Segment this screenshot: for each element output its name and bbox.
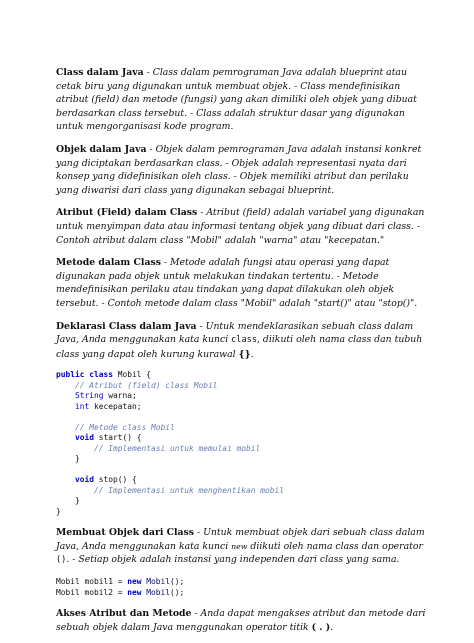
code-constructor: Mobil	[141, 577, 171, 587]
code-text: start() {	[94, 433, 142, 443]
code-text: warna;	[103, 391, 137, 401]
code-comment: // Implementasi untuk menghentikan mobil	[56, 485, 285, 495]
inline-operator: ()	[56, 555, 67, 566]
paragraph-deklarasi-class	[56, 320, 432, 362]
inline-code-class: class	[231, 335, 257, 346]
paragraph-akses-atribut	[56, 607, 432, 634]
body-akses-atribut-b: .	[330, 621, 334, 633]
paragraph-class-dalam-java	[56, 66, 432, 134]
code-type: int	[56, 401, 90, 411]
code-text: Mobil {	[113, 370, 152, 380]
body-membuat-objek-c: . - Setiap objek adalah instansi yang independen dari class yang sama.	[66, 554, 400, 566]
body-objek-dalam-java: - Objek dalam pemrograman Java adalah instansi konkret yang diciptakan berdasarkan class. - Objek adalah representasi nyata dari konsep yang didefinisikan oleh class. - Objek memiliki atribut dan perilaku yang diwarisi dari class yang digunakan sebagai blueprint.	[56, 143, 422, 196]
document-content	[56, 66, 432, 643]
heading-deklarasi-class: Deklarasi Class dalam Java	[56, 320, 197, 332]
heading-akses-atribut: Akses Atribut dan Metode	[56, 608, 192, 620]
inline-dot-operator: ( . )	[311, 621, 331, 633]
body-atribut-field: - Atribut (field) adalah variabel yang digunakan untuk menyimpan data atau informasi tentang objek yang dibuat dari class. - Contoh atribut dalam class "Mobil" adalah "warna" atau "kecepatan."	[56, 207, 425, 246]
code-text: }	[56, 496, 80, 506]
inline-new-keyword: new	[231, 541, 248, 551]
code-comment: // Implementasi untuk memulai mobil	[56, 443, 261, 453]
code-text: Mobil mobil2 =	[56, 587, 128, 597]
code-text: ();	[170, 577, 185, 587]
heading-objek-dalam-java: Objek dalam Java	[56, 143, 147, 155]
code-comment: // Atribut (field) class Mobil	[56, 380, 218, 390]
code-text: }	[56, 506, 61, 516]
code-block-create-objects	[56, 577, 432, 598]
body-deklarasi-class-a: - Untuk mendeklarasikan sebuah class dalam Java, Anda menggunakan kata kunci	[56, 320, 414, 346]
body-akses-atribut-a: - Anda dapat mengakses atribut dan metode dari sebuah objek dalam Java menggunakan operator titik	[56, 608, 426, 633]
code-keyword: public class	[56, 370, 114, 380]
code-constructor: Mobil	[141, 587, 171, 597]
code-text: kecepatan;	[89, 401, 142, 411]
code-text: ();	[170, 587, 185, 597]
body-class-dalam-java: - Class dalam pemrograman Java adalah blueprint atau cetak biru yang digunakan untuk membuat objek. - Class mendefinisikan atribut (field) dan metode (fungsi) yang akan dimiliki oleh objek yang dibuat berdasarkan class tersebut. - Class adalah struktur dasar yang digunakan untuk mengorganisasi kode program.	[56, 67, 417, 133]
code-text: }	[56, 454, 80, 464]
code-keyword: new	[127, 577, 142, 587]
paragraph-atribut-field	[56, 206, 432, 247]
heading-class-dalam-java: Class dalam Java	[56, 67, 144, 78]
body-membuat-objek-a: - Untuk membuat objek dari sebuah class dalam Java, Anda menggunakan kata kunci	[56, 527, 425, 552]
body-membuat-objek-b: diikuti oleh nama class dan operator	[247, 540, 423, 552]
code-keyword: new	[127, 587, 142, 597]
code-type: String	[56, 391, 104, 401]
paragraph-objek-dalam-java	[56, 143, 432, 197]
heading-atribut-field: Atribut (Field) dalam Class	[56, 207, 198, 219]
code-keyword: void	[56, 433, 95, 443]
inline-braces: {}	[238, 348, 251, 360]
code-block-class-mobil	[56, 370, 432, 517]
code-comment: // Metode class Mobil	[56, 422, 175, 432]
paragraph-membuat-objek	[56, 526, 432, 568]
code-keyword: void	[56, 475, 95, 485]
code-text: Mobil mobil1 =	[56, 577, 128, 587]
body-deklarasi-class-c: .	[250, 348, 254, 360]
body-metode-dalam-class: - Metode adalah fungsi atau operasi yang dapat digunakan pada objek untuk melakukan tindakan tertentu. - Metode mendefinisikan perilaku atau tindakan yang dapat dilakukan oleh objek tersebut. - Contoh metode dalam class "Mobil" adalah "start()" atau "stop()".	[56, 257, 418, 309]
body-deklarasi-class-b: , diikuti oleh nama class dan tubuh class yang dapat oleh kurung kurawal	[56, 334, 423, 360]
heading-membuat-objek: Membuat Objek dari Class	[56, 527, 195, 539]
heading-metode-dalam-class: Metode dalam Class	[56, 257, 161, 269]
paragraph-metode-dalam-class	[56, 256, 432, 310]
code-text: stop() {	[94, 475, 137, 485]
